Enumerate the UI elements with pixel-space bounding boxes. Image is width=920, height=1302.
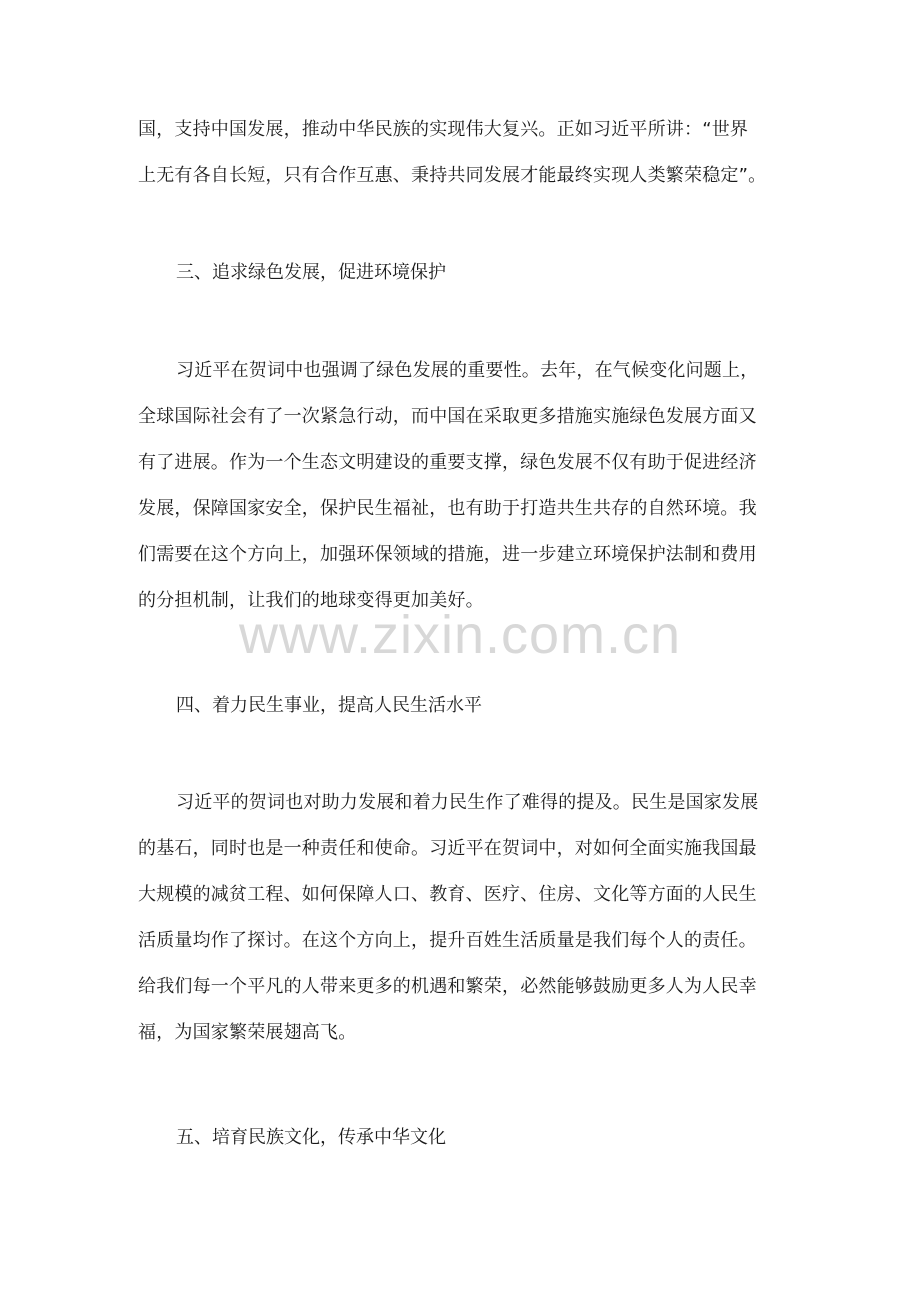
- text-line: 有了进展。作为一个生态文明建设的重要支撑，绿色发展不仅有助于促进经济: [138, 452, 757, 473]
- text-line: 国，支持中国发展，推动中华民族的实现伟大复兴。正如习近平所讲：“世界: [138, 119, 749, 140]
- text-line: 发展，保障国家安全，保护民生福祉，也有助于打造共生共存的自然环境。我: [138, 498, 757, 519]
- text-line: 习近平在贺词中也强调了绿色发展的重要性。去年，在气候变化问题上，: [176, 360, 759, 381]
- text-line: 们需要在这个方向上，加强环保领域的措施，进一步建立环境保护法制和费用: [138, 544, 757, 565]
- paragraph-livelihood: [138, 780, 788, 1056]
- watermark-text: www.zixin.com.cn: [238, 605, 682, 665]
- paragraph-intro-continued: [138, 107, 788, 199]
- text-line: 大规模的减贫工程、如何保障人口、教育、医疗、住房、文化等方面的人民生: [138, 884, 757, 905]
- paragraph-green-development: [138, 348, 788, 624]
- text-line: 的分担机制，让我们的地球变得更加美好。: [138, 590, 484, 611]
- text-line: 全球国际社会有了一次紧急行动，而中国在采取更多措施实施绿色发展方面又: [138, 406, 757, 427]
- text-line: 的基石，同时也是一种责任和使命。习近平在贺词中，对如何全面实施我国最: [138, 838, 757, 859]
- text-line: 福，为国家繁荣展翅高飞。: [138, 1022, 357, 1043]
- section-heading-4: 四、着力民生事业，提高人民生活水平: [176, 695, 482, 716]
- text-line: 活质量均作了探讨。在这个方向上，提升百姓生活质量是我们每个人的责任。: [138, 930, 757, 951]
- section-heading-3: 三、追求绿色发展，促进环境保护: [176, 262, 446, 283]
- text-line: 上无有各自长短，只有合作互惠、秉持共同发展才能最终实现人类繁荣稳定”。: [138, 165, 767, 186]
- text-line: 习近平的贺词也对助力发展和着力民生作了难得的提及。民生是国家发展: [176, 792, 759, 813]
- text-line: 给我们每一个平凡的人带来更多的机遇和繁荣，必然能够鼓励更多人为人民幸: [138, 976, 757, 997]
- section-heading-5: 五、培育民族文化，传承中华文化: [176, 1127, 446, 1148]
